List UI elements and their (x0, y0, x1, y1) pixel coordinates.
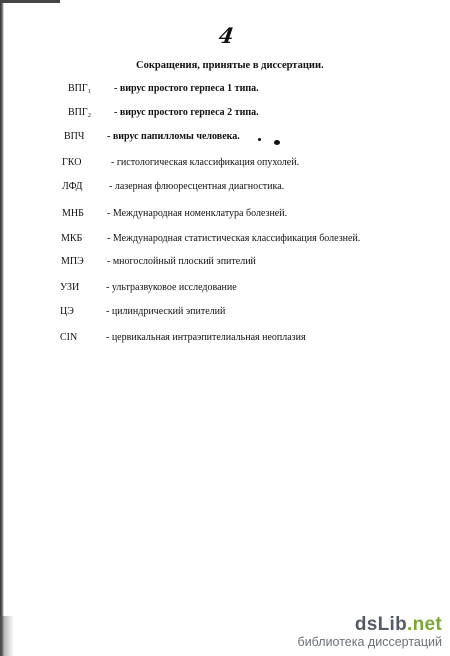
abbreviation-term: МКБ (61, 233, 83, 244)
page-number: 4 (217, 23, 236, 48)
scan-corner-shadow (0, 616, 14, 656)
watermark-brand-main: dsLib (354, 614, 408, 635)
abbreviation-term: ВПЧ (64, 131, 85, 142)
scan-edge-top (0, 0, 60, 3)
abbreviation-definition: - цилиндрический эпителий (106, 306, 226, 317)
scan-edge-left (0, 0, 4, 656)
abbreviation-definition: - вирус папилломы человека. (107, 131, 240, 142)
abbreviation-row (0, 208, 450, 222)
abbreviation-term: ВПГ₂ (68, 107, 92, 118)
scan-speck (258, 138, 261, 141)
abbreviation-row (0, 181, 450, 195)
abbreviation-row (0, 282, 450, 296)
abbreviation-definition: - цервикальная интраэпителиальная неоплазия (106, 332, 306, 343)
abbreviation-definition: - гистологическая классификация опухолей. (111, 157, 300, 168)
abbreviation-definition: - многослойный плоский эпителий (107, 256, 256, 267)
abbreviation-definition: - ультразвуковое исследование (106, 282, 237, 293)
abbreviation-definition: - лазерная флюоресцентная диагностика. (109, 181, 285, 192)
abbreviation-term: МНБ (62, 208, 84, 219)
watermark-brand-tld: .net (407, 614, 442, 635)
scan-speck (274, 140, 280, 145)
abbreviation-row (0, 83, 450, 97)
abbreviation-row (0, 256, 450, 270)
abbreviation-term: ВПГ₁ (68, 83, 92, 94)
abbreviation-term: CIN (60, 332, 78, 343)
abbreviation-row (0, 233, 450, 247)
abbreviation-term: УЗИ (60, 282, 80, 293)
abbreviation-row (0, 107, 450, 121)
abbreviation-term: ЦЭ (60, 306, 74, 317)
abbreviation-term: МПЭ (61, 256, 84, 267)
watermark-subtitle: библиотека диссертаций (297, 635, 442, 649)
abbreviation-term: ЛФД (62, 181, 83, 192)
abbreviation-row (0, 157, 450, 171)
abbreviation-term: ГКО (62, 157, 82, 168)
watermark (298, 615, 442, 650)
abbreviation-definition: - вирус простого герпеса 2 типа. (114, 107, 259, 118)
abbreviation-row (0, 306, 450, 320)
page-title: Сокращения, принятые в диссертации. (136, 60, 324, 71)
abbreviation-definition: - Международная номенклатура болезней. (107, 208, 288, 219)
abbreviation-definition: - вирус простого герпеса 1 типа. (114, 83, 259, 94)
abbreviation-row (0, 131, 450, 145)
abbreviation-row (0, 332, 450, 346)
watermark-brand (298, 615, 442, 635)
abbreviation-definition: - Международная статистическая классификация болезней. (107, 233, 361, 244)
